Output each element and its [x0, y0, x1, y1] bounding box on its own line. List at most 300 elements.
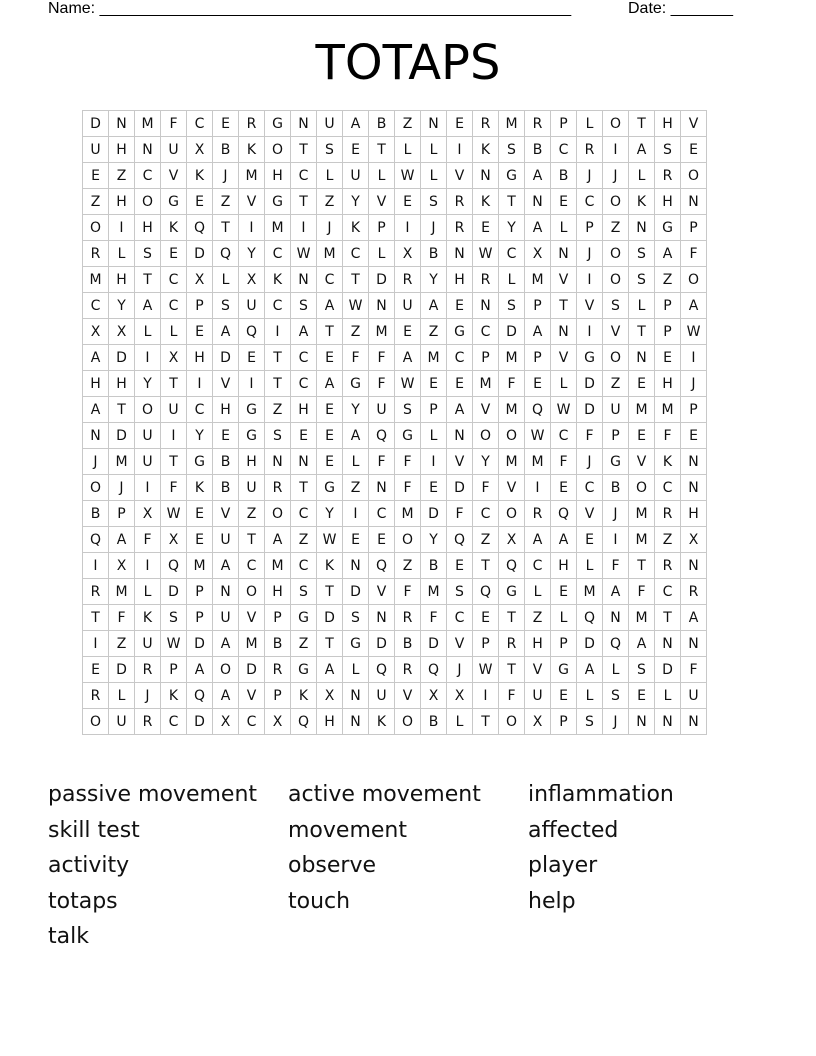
grid-cell: J [603, 501, 629, 527]
grid-cell: E [83, 163, 109, 189]
grid-cell: G [161, 189, 187, 215]
grid-cell: X [421, 683, 447, 709]
grid-cell: R [473, 267, 499, 293]
grid-cell: X [187, 267, 213, 293]
grid-cell: S [343, 605, 369, 631]
grid-cell: C [187, 397, 213, 423]
grid-row [83, 605, 707, 631]
grid-cell: V [577, 501, 603, 527]
grid-cell: F [577, 423, 603, 449]
grid-cell: L [135, 579, 161, 605]
grid-cell: J [577, 449, 603, 475]
grid-cell: U [109, 709, 135, 735]
grid-cell: U [369, 683, 395, 709]
grid-cell: L [395, 137, 421, 163]
grid-cell: Z [109, 631, 135, 657]
grid-cell: D [421, 631, 447, 657]
grid-cell: S [291, 293, 317, 319]
grid-cell: D [161, 579, 187, 605]
grid-cell: H [655, 371, 681, 397]
grid-cell: P [577, 215, 603, 241]
grid-cell: E [317, 423, 343, 449]
grid-cell: N [369, 293, 395, 319]
grid-cell: I [187, 371, 213, 397]
grid-row [83, 345, 707, 371]
grid-cell: H [109, 137, 135, 163]
grid-cell: V [551, 345, 577, 371]
grid-cell: U [395, 293, 421, 319]
grid-row [83, 397, 707, 423]
grid-cell: M [629, 501, 655, 527]
grid-cell: G [265, 189, 291, 215]
grid-cell: L [161, 319, 187, 345]
grid-cell: X [395, 241, 421, 267]
grid-cell: P [187, 579, 213, 605]
grid-cell: U [603, 397, 629, 423]
grid-cell: M [369, 319, 395, 345]
grid-cell: Z [603, 371, 629, 397]
grid-cell: K [655, 449, 681, 475]
grid-cell: I [239, 371, 265, 397]
grid-cell: E [629, 371, 655, 397]
grid-cell: T [499, 189, 525, 215]
word-list-item: passive movement [48, 782, 258, 807]
grid-row [83, 189, 707, 215]
grid-cell: L [213, 267, 239, 293]
grid-cell: M [317, 241, 343, 267]
grid-cell: N [109, 111, 135, 137]
grid-cell: G [447, 319, 473, 345]
grid-cell: D [83, 111, 109, 137]
word-list-item: player [528, 853, 598, 878]
grid-row [83, 475, 707, 501]
grid-cell: T [473, 709, 499, 735]
grid-cell: U [525, 683, 551, 709]
grid-cell: N [343, 709, 369, 735]
grid-cell: N [213, 579, 239, 605]
grid-row [83, 527, 707, 553]
grid-cell: I [577, 319, 603, 345]
grid-cell: O [265, 501, 291, 527]
grid-cell: R [135, 657, 161, 683]
grid-cell: C [343, 241, 369, 267]
grid-cell: B [525, 137, 551, 163]
grid-cell: L [421, 423, 447, 449]
grid-cell: M [499, 397, 525, 423]
grid-cell: N [681, 189, 707, 215]
word-list-item: totaps [48, 888, 118, 914]
grid-cell: V [499, 475, 525, 501]
grid-cell: P [551, 709, 577, 735]
grid-cell: P [265, 683, 291, 709]
grid-cell: E [681, 137, 707, 163]
grid-cell: L [499, 267, 525, 293]
grid-cell: E [369, 527, 395, 553]
grid-cell: X [83, 319, 109, 345]
grid-cell: C [161, 293, 187, 319]
grid-cell: Z [213, 189, 239, 215]
grid-cell: S [577, 709, 603, 735]
grid-cell: A [317, 293, 343, 319]
grid-cell: F [655, 423, 681, 449]
grid-cell: E [239, 345, 265, 371]
grid-row [83, 657, 707, 683]
grid-cell: E [629, 683, 655, 709]
grid-cell: Q [369, 657, 395, 683]
grid-cell: Z [239, 501, 265, 527]
grid-cell: V [239, 683, 265, 709]
grid-cell: E [83, 657, 109, 683]
grid-cell: H [681, 501, 707, 527]
grid-cell: M [525, 267, 551, 293]
grid-cell: H [83, 371, 109, 397]
grid-cell: B [421, 709, 447, 735]
grid-cell: N [655, 709, 681, 735]
grid-cell: F [161, 475, 187, 501]
grid-cell: E [655, 345, 681, 371]
grid-row [83, 215, 707, 241]
word-list-item: inflammation [528, 782, 674, 807]
grid-cell: R [447, 215, 473, 241]
grid-cell: L [421, 137, 447, 163]
grid-cell: K [135, 605, 161, 631]
grid-cell: W [161, 631, 187, 657]
grid-cell: E [213, 111, 239, 137]
grid-cell: G [317, 475, 343, 501]
grid-cell: Y [239, 241, 265, 267]
grid-cell: A [525, 215, 551, 241]
grid-cell: E [187, 189, 213, 215]
grid-cell: A [213, 553, 239, 579]
grid-cell: R [447, 189, 473, 215]
grid-cell: Z [603, 215, 629, 241]
grid-cell: P [525, 293, 551, 319]
grid-cell: A [109, 527, 135, 553]
grid-cell: T [161, 449, 187, 475]
grid-cell: C [291, 371, 317, 397]
grid-cell: J [603, 163, 629, 189]
grid-cell: D [317, 605, 343, 631]
grid-cell: R [681, 579, 707, 605]
grid-cell: Z [343, 319, 369, 345]
grid-cell: Z [83, 189, 109, 215]
grid-cell: O [473, 423, 499, 449]
grid-cell: Y [473, 449, 499, 475]
grid-cell: V [369, 189, 395, 215]
grid-cell: F [473, 475, 499, 501]
grid-cell: H [655, 189, 681, 215]
grid-cell: Q [551, 501, 577, 527]
grid-cell: G [499, 579, 525, 605]
grid-cell: A [213, 631, 239, 657]
grid-cell: X [109, 553, 135, 579]
grid-cell: I [473, 683, 499, 709]
grid-cell: H [265, 163, 291, 189]
grid-cell: S [161, 605, 187, 631]
grid-cell: D [499, 319, 525, 345]
grid-cell: Q [447, 527, 473, 553]
grid-cell: H [213, 397, 239, 423]
grid-cell: V [525, 657, 551, 683]
grid-cell: T [473, 553, 499, 579]
grid-cell: G [655, 215, 681, 241]
grid-cell: I [577, 267, 603, 293]
grid-cell: L [369, 241, 395, 267]
grid-cell: E [473, 605, 499, 631]
grid-cell: C [551, 423, 577, 449]
grid-cell: Q [525, 397, 551, 423]
grid-cell: A [395, 345, 421, 371]
grid-cell: S [499, 137, 525, 163]
grid-cell: X [265, 709, 291, 735]
grid-cell: C [291, 345, 317, 371]
grid-cell: O [83, 475, 109, 501]
grid-cell: B [265, 631, 291, 657]
grid-cell: W [343, 293, 369, 319]
grid-cell: S [265, 423, 291, 449]
grid-cell: K [265, 267, 291, 293]
grid-cell: M [629, 397, 655, 423]
grid-cell: T [551, 293, 577, 319]
grid-cell: H [239, 449, 265, 475]
grid-cell: M [239, 163, 265, 189]
grid-cell: F [499, 371, 525, 397]
grid-cell: U [135, 449, 161, 475]
grid-row [83, 319, 707, 345]
grid-cell: B [603, 475, 629, 501]
grid-cell: S [499, 293, 525, 319]
grid-cell: Z [525, 605, 551, 631]
grid-cell: I [447, 137, 473, 163]
grid-cell: C [369, 501, 395, 527]
grid-cell: B [369, 111, 395, 137]
grid-cell: R [499, 631, 525, 657]
grid-cell: H [525, 631, 551, 657]
grid-cell: M [109, 579, 135, 605]
grid-cell: M [499, 345, 525, 371]
grid-cell: L [551, 605, 577, 631]
grid-cell: E [447, 111, 473, 137]
grid-cell: U [239, 293, 265, 319]
grid-cell: Y [187, 423, 213, 449]
grid-cell: C [525, 553, 551, 579]
grid-cell: V [473, 397, 499, 423]
grid-cell: S [655, 137, 681, 163]
grid-cell: X [161, 527, 187, 553]
grid-cell: H [135, 215, 161, 241]
grid-cell: A [603, 579, 629, 605]
grid-cell: H [187, 345, 213, 371]
grid-cell: J [421, 215, 447, 241]
grid-cell: X [681, 527, 707, 553]
grid-cell: K [161, 683, 187, 709]
grid-row [83, 553, 707, 579]
grid-cell: Q [577, 605, 603, 631]
grid-cell: D [655, 657, 681, 683]
grid-cell: Q [473, 579, 499, 605]
word-list-item: affected [528, 817, 619, 843]
grid-cell: D [577, 631, 603, 657]
grid-row [83, 449, 707, 475]
grid-cell: C [161, 709, 187, 735]
grid-cell: I [343, 501, 369, 527]
grid-cell: Q [291, 709, 317, 735]
grid-cell: S [135, 241, 161, 267]
grid-cell: M [525, 449, 551, 475]
grid-cell: X [447, 683, 473, 709]
grid-cell: F [681, 241, 707, 267]
grid-cell: C [317, 267, 343, 293]
grid-cell: A [421, 293, 447, 319]
grid-cell: N [629, 709, 655, 735]
grid-cell: J [577, 163, 603, 189]
grid-cell: N [681, 449, 707, 475]
grid-row [83, 709, 707, 735]
grid-cell: C [447, 345, 473, 371]
grid-cell: U [369, 397, 395, 423]
grid-cell: K [343, 215, 369, 241]
grid-cell: V [447, 449, 473, 475]
grid-cell: I [83, 553, 109, 579]
word-list-item: movement [288, 817, 407, 843]
grid-cell: S [629, 657, 655, 683]
grid-cell: E [395, 189, 421, 215]
grid-cell: L [421, 163, 447, 189]
grid-cell: F [603, 553, 629, 579]
grid-cell: J [109, 475, 135, 501]
grid-cell: V [551, 267, 577, 293]
grid-cell: T [109, 397, 135, 423]
grid-cell: H [291, 397, 317, 423]
grid-cell: A [447, 397, 473, 423]
grid-cell: A [629, 631, 655, 657]
grid-cell: R [83, 579, 109, 605]
grid-cell: W [317, 527, 343, 553]
grid-cell: L [551, 215, 577, 241]
grid-cell: U [135, 631, 161, 657]
name-field-line: Name: _____________________________________________________ [48, 0, 572, 17]
grid-cell: N [681, 709, 707, 735]
word-list-item: active movement [288, 782, 481, 807]
grid-cell: I [109, 215, 135, 241]
grid-cell: L [109, 683, 135, 709]
grid-cell: V [629, 449, 655, 475]
grid-cell: A [681, 293, 707, 319]
grid-cell: G [239, 423, 265, 449]
grid-cell: V [213, 371, 239, 397]
grid-cell: C [577, 189, 603, 215]
grid-cell: E [473, 215, 499, 241]
grid-cell: Q [187, 683, 213, 709]
grid-cell: I [291, 215, 317, 241]
grid-cell: R [395, 657, 421, 683]
grid-cell: E [291, 423, 317, 449]
grid-cell: R [395, 267, 421, 293]
grid-cell: W [473, 241, 499, 267]
grid-cell: O [213, 657, 239, 683]
grid-cell: N [447, 241, 473, 267]
grid-cell: S [629, 267, 655, 293]
grid-cell: Y [421, 527, 447, 553]
grid-cell: M [577, 579, 603, 605]
grid-cell: J [135, 683, 161, 709]
grid-cell: J [213, 163, 239, 189]
grid-cell: N [369, 605, 395, 631]
grid-cell: E [525, 371, 551, 397]
grid-cell: Z [109, 163, 135, 189]
grid-cell: Y [343, 397, 369, 423]
grid-cell: C [473, 319, 499, 345]
grid-cell: N [681, 631, 707, 657]
grid-cell: S [447, 579, 473, 605]
grid-cell: D [109, 657, 135, 683]
grid-cell: X [187, 137, 213, 163]
grid-cell: U [343, 163, 369, 189]
grid-cell: A [83, 345, 109, 371]
grid-cell: I [161, 423, 187, 449]
grid-cell: K [291, 683, 317, 709]
grid-cell: T [317, 579, 343, 605]
grid-cell: E [551, 189, 577, 215]
grid-cell: O [603, 345, 629, 371]
grid-cell: F [395, 475, 421, 501]
grid-cell: H [109, 189, 135, 215]
grid-cell: R [525, 111, 551, 137]
grid-cell: R [83, 683, 109, 709]
grid-row [83, 111, 707, 137]
grid-cell: L [577, 553, 603, 579]
grid-cell: E [317, 449, 343, 475]
grid-cell: A [213, 319, 239, 345]
grid-cell: S [291, 579, 317, 605]
grid-cell: E [577, 527, 603, 553]
grid-cell: S [603, 293, 629, 319]
grid-row [83, 631, 707, 657]
grid-cell: N [135, 137, 161, 163]
grid-row [83, 241, 707, 267]
grid-cell: E [213, 423, 239, 449]
grid-cell: N [629, 345, 655, 371]
grid-cell: H [551, 553, 577, 579]
grid-cell: Q [161, 553, 187, 579]
grid-cell: F [551, 449, 577, 475]
grid-cell: C [187, 111, 213, 137]
grid-cell: M [421, 345, 447, 371]
grid-cell: L [525, 579, 551, 605]
grid-cell: T [317, 631, 343, 657]
grid-cell: M [421, 579, 447, 605]
grid-cell: C [499, 241, 525, 267]
grid-cell: A [577, 657, 603, 683]
grid-cell: W [473, 657, 499, 683]
grid-cell: A [213, 683, 239, 709]
grid-cell: E [395, 319, 421, 345]
grid-cell: P [265, 605, 291, 631]
grid-cell: A [629, 137, 655, 163]
grid-cell: G [265, 111, 291, 137]
grid-cell: L [603, 657, 629, 683]
grid-cell: X [499, 527, 525, 553]
grid-cell: M [187, 553, 213, 579]
grid-cell: A [83, 397, 109, 423]
page-title: TOTAPS [315, 35, 501, 91]
grid-cell: T [213, 215, 239, 241]
grid-cell: D [187, 631, 213, 657]
grid-cell: P [681, 397, 707, 423]
grid-cell: B [421, 553, 447, 579]
grid-cell: K [369, 709, 395, 735]
grid-cell: T [135, 267, 161, 293]
